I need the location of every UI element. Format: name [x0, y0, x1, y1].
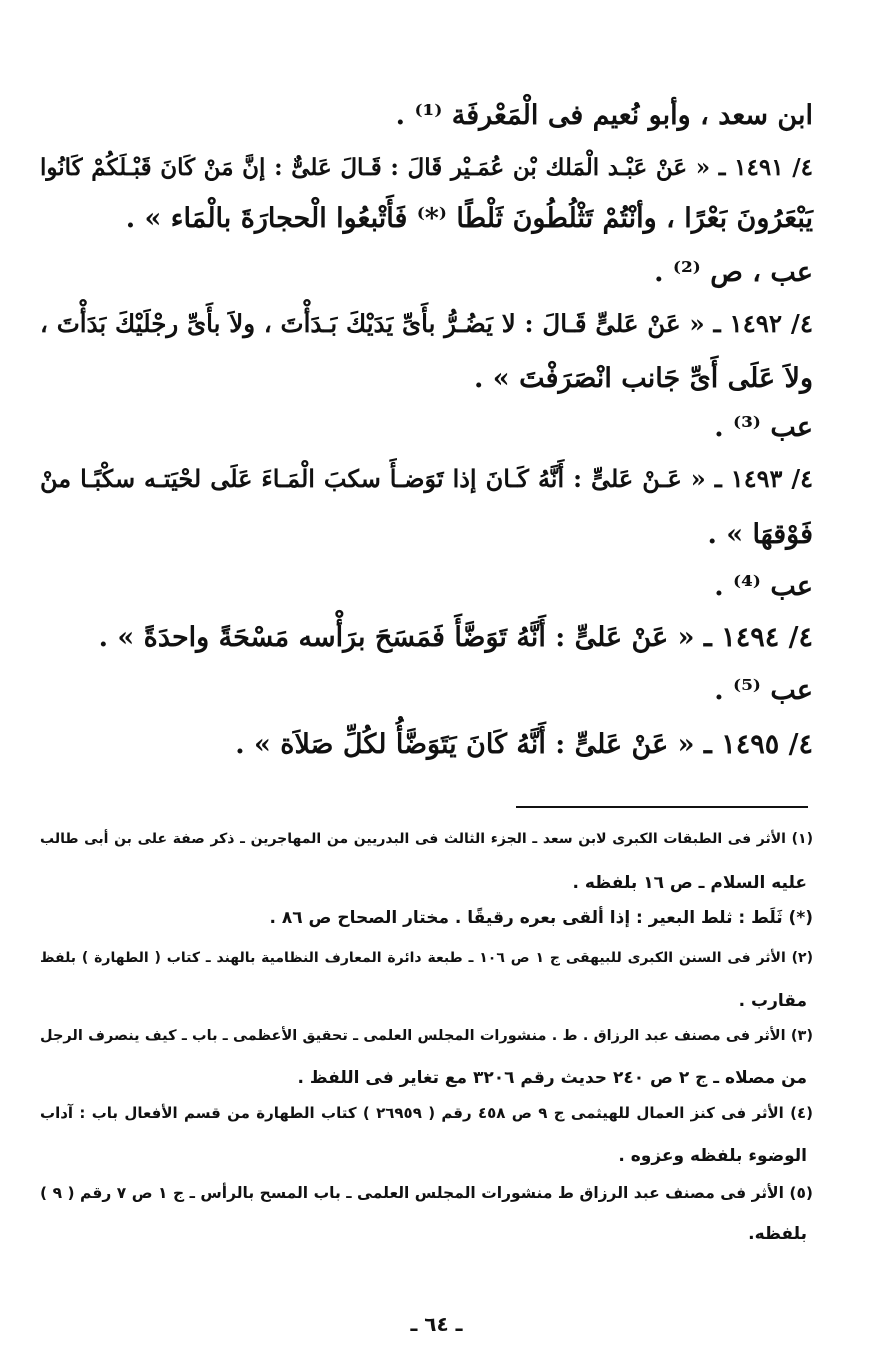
footnote-1-line-1: (١) الأثر فى الطبقات الكبرى لابن سعد ـ الجزء الثالث فى البدريين من المهاجرين ـ ذكر صفة على بن أبى طالب — [40, 831, 813, 847]
text-line: ابن سعد ، وأبو نُعيم فى الْمَعْرفَة ⁽¹⁾ . — [395, 100, 813, 131]
footnote-3-line-1: (٣) الأثر فى مصنف عبد الرزاق . ط . منشورات المجلس العلمى ـ تحقيق الأعظمى ـ باب ـ كيف ينصرف الرجل — [40, 1028, 813, 1044]
footnote-2-line-2: مقارب . — [738, 991, 807, 1011]
hadith-1493-line-2: فَوْقهَا » . — [707, 519, 813, 550]
footnote-3-line-2: من مصلاه ـ ج ٢ ص ٢٤٠ حديث رقم ٣٢٠٦ مع تغاير فى اللفظ . — [297, 1068, 807, 1088]
footnote-5-line-2: بلفظه. — [748, 1224, 807, 1244]
hadith-1495-line: ٤/ ١٤٩٥ ـ « عَنْ عَلىٍّ : أَنَّهُ كَانَ يَتَوَضَّأُ لكُلِّ صَلاَة » . — [235, 729, 813, 760]
hadith-1491-line-2: يَبْعَرُونَ بَعْرًا ، وأنْتُمْ تَثْلُطُونَ ثَلْطًا ⁽*⁾ فَأَتْبعُوا الْحجارَةَ بالْمَاء » . — [125, 203, 813, 234]
hadith-1492-line-1: ٤/ ١٤٩٢ ـ « عَنْ عَلىٍّ قَـالَ : لا يَضُـرُّ بأَىِّ يَدَيْكَ بَـدَأْتَ ، ولاَ بأَىِّ رجْلَيْكَ بَدَأْتَ ، — [40, 309, 813, 338]
hadith-1491-line-1: ٤/ ١٤٩١ ـ « عَنْ عَبْـد الْمَلك بْن عُمَـيْر قَالَ : قَـالَ عَلىٌّ : إنَّ مَنْ كَانَ قَبْـلَكُمْ كَانُوا — [40, 154, 813, 181]
footnote-4-line-1: (٤) الأثر فى كنز العمال للهيثمى ج ٩ ص ٤٥٨ رقم ( ٢٦٩٥٩ ) كتاب الطهارة من قسم الأفعال باب : آداب — [40, 1104, 813, 1122]
source-ref-line: عب ، ص ⁽²⁾ . — [654, 257, 813, 288]
source-ref-line: عب ⁽⁴⁾ . — [714, 571, 813, 602]
source-ref-line: عب ⁽⁵⁾ . — [714, 675, 813, 706]
hadith-1492-line-2: ولاَ عَلَى أَىِّ جَانب انْصَرَفْتَ » . — [474, 363, 813, 394]
footnote-2-line-1: (٢) الأثر فى السنن الكبرى للبيهقى ج ١ ص ١٠٦ ـ طبعة دائرة المعارف النظامية بالهند ـ كتاب ( الطهارة ) بلفظ — [40, 950, 813, 966]
footnote-separator — [516, 806, 808, 808]
hadith-1494-line: ٤/ ١٤٩٤ ـ « عَنْ عَلىٍّ : أَنَّهُ تَوَضَّأَ فَمَسَحَ برَأْسه مَسْحَةً واحدَةً » . — [98, 622, 813, 653]
hadith-1493-line-1: ٤/ ١٤٩٣ ـ « عَـنْ عَلىٍّ : أَنَّهُ كَـانَ إذا تَوَضـأَ سكبَ الْمَـاءَ عَلَى لحْيَتـه سكْبًـا منْ — [40, 464, 813, 493]
source-ref-line: عب ⁽³⁾ . — [714, 412, 813, 443]
footnote-1-line-2: عليه السلام ـ ص ١٦ بلفظه . — [572, 873, 807, 893]
footnote-star-line: (*) ثَلَط : ثلط البعير : إذا ألقى بعره رقيقًا . مختار الصحاح ص ٨٦ . — [269, 908, 813, 928]
footnote-5-line-1: (٥) الأثر فى مصنف عبد الرزاق ط منشورات المجلس العلمى ـ باب المسح بالرأس ـ ج ١ ص ٧ رقم ( ٩ ) — [40, 1184, 814, 1202]
footnote-4-line-2: الوضوء بلفظه وعزوه . — [618, 1146, 807, 1166]
page-number: ـ ٦٤ ـ — [410, 1312, 463, 1336]
